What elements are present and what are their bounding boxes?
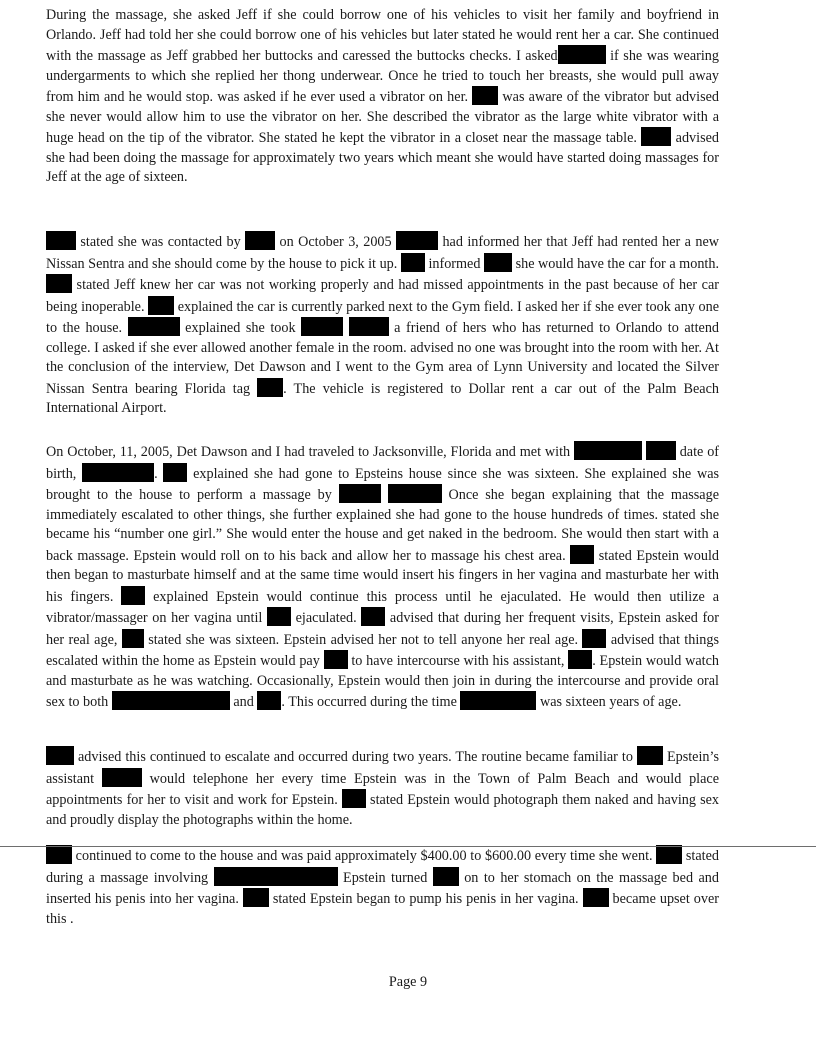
text-segment: ejaculated. bbox=[290, 610, 362, 626]
text-segment: stated Jeff knew her car was not working properly and had missed appointments in the past because of her car being inoperable. bbox=[46, 277, 719, 315]
redaction-box bbox=[243, 888, 269, 907]
text-segment: she would have the car for a month. bbox=[512, 255, 719, 272]
text-segment: stated Epstein would then began to masturbate himself and at the same time would insert his fingers in her vagina and masturbate her with his fingers. bbox=[46, 547, 719, 605]
redaction-box bbox=[570, 545, 594, 564]
text-segment: . This occurred during the time bbox=[281, 694, 461, 710]
redaction-box bbox=[112, 691, 230, 710]
text-segment: stated during a massage involving bbox=[46, 848, 720, 886]
redaction-box bbox=[245, 231, 275, 250]
text-segment: . The vehicle is registered to Dollar rent a car out of the Palm Beach International Airport. bbox=[46, 380, 719, 416]
text-segment: Epstein turned bbox=[337, 869, 433, 886]
redaction-box bbox=[301, 317, 343, 336]
text-segment: advised no one was brought into the room with her. At the conclusion of the interview, Det Dawson and I went to the Gym area of Lynn University and located the Silver Nissan Sentra bearing Florida tag bbox=[46, 339, 719, 397]
redaction-box bbox=[82, 463, 154, 482]
text-segment bbox=[381, 487, 388, 503]
redaction-box bbox=[46, 845, 72, 864]
text-segment: advised that during her frequent visits, Epstein asked for her real age, bbox=[46, 610, 719, 648]
text-segment: stated Epstein began to pump his penis in her vagina. bbox=[268, 891, 583, 907]
paragraph-jacksonville-interview bbox=[46, 441, 719, 713]
text-segment: informed bbox=[424, 255, 485, 272]
text-segment: on October 3, 2005 bbox=[275, 234, 397, 250]
redaction-box bbox=[568, 650, 592, 669]
text-segment: Epstein’s assistant bbox=[46, 749, 719, 787]
redaction-box bbox=[148, 296, 174, 315]
redaction-box bbox=[558, 45, 606, 64]
text-segment: advised this continued to escalate and occurred during two years. The routine became familiar to bbox=[74, 749, 637, 765]
redaction-box bbox=[324, 650, 348, 669]
redaction-box bbox=[433, 867, 459, 886]
redaction-box bbox=[349, 317, 389, 336]
redaction-box bbox=[257, 691, 281, 710]
text-segment: explained she had gone to Epsteins house since she was sixteen. She explained she was brought to the house to perform a massage by bbox=[46, 465, 720, 503]
text-segment: on to her stomach on the massage bed and inserted his penis into her vagina. bbox=[46, 869, 719, 907]
redaction-box bbox=[46, 231, 76, 250]
page-number: Page 9 bbox=[388, 974, 428, 990]
redaction-box bbox=[46, 746, 74, 765]
text-segment: was asked if he ever used a vibrator on her. bbox=[217, 89, 473, 105]
text-segment: . Epstein would watch and masturbate as he was watching. Occasionally, Epstein would then join in during the intercourse and provide oral sex to both bbox=[46, 653, 719, 710]
text-segment: stated Epstein would photograph them naked and having sex and proudly display the photographs within the home. bbox=[46, 792, 719, 828]
scan-artifact-line bbox=[0, 846, 816, 847]
redaction-box bbox=[128, 317, 180, 336]
text-segment: to have intercourse with his assistant, bbox=[347, 653, 569, 669]
text-segment: a friend of hers who has returned to Orlando to attend college. I asked if she ever allowed another female in the room. bbox=[46, 320, 720, 356]
redaction-box bbox=[388, 484, 442, 503]
redaction-box bbox=[646, 441, 676, 460]
redaction-box bbox=[401, 253, 425, 272]
text-segment: On October, 11, 2005, Det Dawson and I had traveled to Jacksonville, Florida and met with bbox=[46, 444, 574, 460]
text-segment: During the massage, she asked Jeff if she could borrow one of his vehicles to visit her family and boyfriend in Orlando. Jeff had told her she could borrow one of his vehicles but later stated he would rent her a car. She continued with the massage as Jeff grabbed her buttocks and caressed the buttocks checks. I asked bbox=[46, 7, 719, 64]
text-segment: became upset over this . bbox=[46, 891, 719, 927]
redaction-box bbox=[339, 484, 381, 503]
text-segment: advised that things escalated within the home as Epstein would pay bbox=[46, 631, 719, 669]
text-segment: stated she became his “number one girl.” She would enter the house and get naked in the bedroom. She would then start with a back massage. Epstein would roll on to his back and allow her to massage his chest area. bbox=[46, 506, 719, 564]
text-segment: date of birth, bbox=[46, 444, 720, 482]
redaction-box bbox=[641, 127, 671, 146]
redaction-box bbox=[163, 463, 187, 482]
paragraph-escalation bbox=[46, 746, 719, 830]
redaction-box bbox=[396, 231, 438, 250]
text-segment: if she was wearing undergarments to which she replied her thong underwear. Once he tried to touch her breasts, she would pull away from him and he would stop. bbox=[46, 48, 719, 105]
redaction-box bbox=[122, 629, 144, 648]
redaction-box bbox=[46, 274, 72, 293]
paragraph-nissan-sentra bbox=[46, 231, 719, 419]
redaction-box bbox=[574, 441, 642, 460]
text-segment: was aware of the vibrator but advised she never would allow him to use the vibrator on her. She described the vibrator as the large white vibrator with a huge head on the tip of the vibrator. She stated he kept the vibrator in a closet near the massage table. bbox=[46, 89, 719, 146]
text-segment: continued to come to the house and was paid approximately $400.00 to $600.00 every time she went. bbox=[72, 848, 657, 864]
redaction-box bbox=[342, 789, 366, 808]
text-segment: Once she began explaining that the massage immediately escalated to other things, she further explained she had gone to the house hundreds of times. bbox=[46, 487, 719, 523]
redaction-box bbox=[583, 888, 609, 907]
redaction-box bbox=[121, 586, 145, 605]
redaction-box bbox=[656, 845, 682, 864]
redaction-box bbox=[267, 607, 291, 626]
text-segment: and bbox=[229, 694, 258, 710]
text-segment: explained she took bbox=[179, 320, 302, 336]
text-segment: would telephone her every time Epstein was in the Town of Palm Beach and would place appointments for her to visit and work for Epstein. bbox=[46, 770, 720, 808]
paragraph-payment bbox=[46, 845, 719, 929]
redaction-box bbox=[472, 86, 498, 105]
redaction-box bbox=[637, 746, 663, 765]
redaction-box bbox=[257, 378, 283, 397]
text-segment: advised she had been doing the massage for approximately two years which meant she would have started doing massages for Jeff at the age of sixteen. bbox=[46, 130, 720, 185]
text-segment: stated she was sixteen. Epstein advised her not to tell anyone her real age. bbox=[143, 631, 583, 648]
redaction-box bbox=[361, 607, 385, 626]
text-segment: had informed her that Jeff had rented her a new Nissan Sentra and she should come by the house to pick it up. bbox=[46, 234, 720, 272]
text-segment: . bbox=[154, 465, 164, 482]
paragraph-massage-vehicle bbox=[46, 6, 719, 188]
text-segment: stated she was contacted by bbox=[76, 234, 246, 250]
redaction-box bbox=[102, 768, 142, 787]
redaction-box bbox=[214, 867, 338, 886]
text-segment: was sixteen years of age. bbox=[536, 694, 682, 710]
text-segment: explained the car is currently parked next to the Gym field. I asked her if she ever took any one to the house. bbox=[46, 298, 719, 336]
redaction-box bbox=[582, 629, 606, 648]
redaction-box bbox=[484, 253, 512, 272]
text-segment: explained Epstein would continue this process until he ejaculated. He would then utilize a vibrator/massager on her vagina until bbox=[46, 588, 719, 626]
redaction-box bbox=[460, 691, 536, 710]
